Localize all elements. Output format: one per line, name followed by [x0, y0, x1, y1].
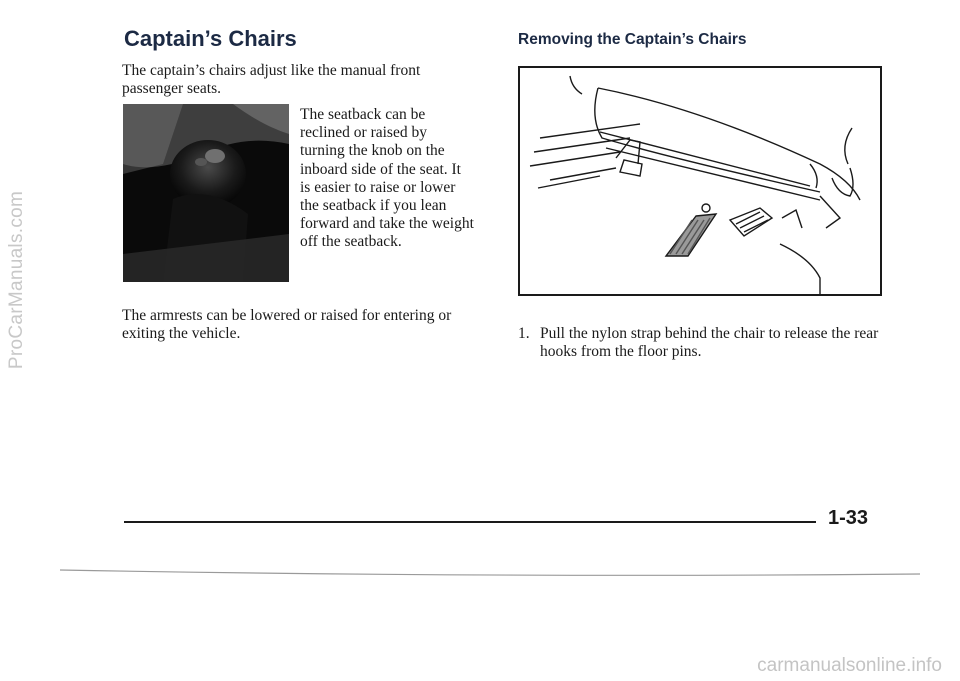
armrest-paragraph: The armrests can be lowered or raised for entering or exiting the vehicle.: [122, 307, 452, 342]
step-text: Pull the nylon strap behind the chair to release the rear hooks from the floor pins.: [540, 325, 879, 360]
removal-step-1: [518, 325, 888, 361]
seatback-knob-text: The seatback can be reclined or raised by turning the knob on the inboard side of the seat. It is easier to raise or lower the seatback if you lean forward and take the weight off the seatback.: [300, 106, 474, 251]
page-edge-shadow: [60, 568, 920, 582]
side-watermark: [6, 100, 30, 460]
removal-title: Removing the Captain’s Chairs: [518, 31, 747, 48]
chair-removal-diagram: [518, 66, 882, 296]
section-title: Captain’s Chairs: [124, 26, 297, 51]
page-number: 1-33: [828, 507, 869, 529]
step-number: 1.: [518, 325, 530, 342]
seat-knob-photo-art: [123, 104, 289, 282]
footer-rule: [124, 521, 816, 523]
seat-knob-photo: [123, 104, 289, 282]
chair-removal-line-art: [520, 68, 880, 294]
intro-paragraph: The captain’s chairs adjust like the manual front passenger seats.: [122, 62, 421, 97]
side-watermark-text: ProCarManuals.com: [6, 190, 27, 370]
footer-watermark: carmanualsonline.info: [757, 655, 942, 676]
